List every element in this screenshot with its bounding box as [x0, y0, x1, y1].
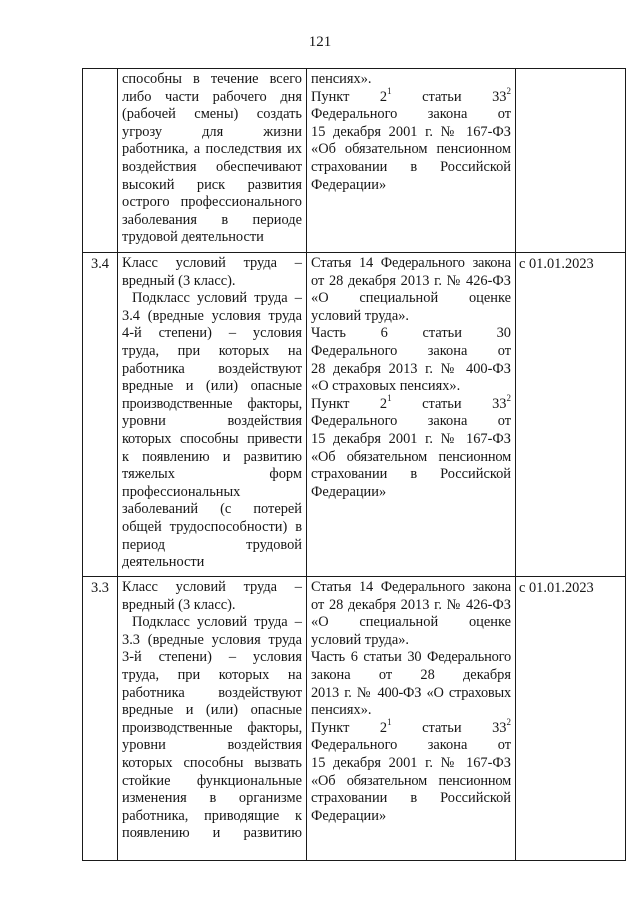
- text-line: вредный (3 класс).: [122, 272, 236, 289]
- text-line: «Об обязательном пенсионном: [311, 448, 511, 465]
- text-line: пенсиях».: [311, 71, 372, 87]
- text-line: труда, при которых на: [122, 342, 302, 359]
- point-line: Пункт $2^1$ статьи $33^2$: [311, 392, 511, 412]
- text-line: Федерального закона от: [311, 737, 511, 754]
- text-line: вредные и (или) опасные: [122, 702, 302, 719]
- text-line: общей трудоспособности) в: [122, 518, 302, 535]
- text-line: страховании в Российской: [311, 466, 511, 483]
- text-line: работника, приводящие к: [122, 807, 302, 824]
- text-line: работника воздействуют: [122, 684, 302, 701]
- text-line: 3.3 (вредные условия труда: [122, 631, 302, 648]
- description-cell: [118, 253, 307, 577]
- text-line: острого профессионального: [122, 194, 302, 211]
- text-line: заболеваний (с потерей: [122, 501, 302, 518]
- text-line: способны в течение всего: [122, 71, 302, 87]
- text-line: Федерального закона от: [311, 413, 511, 430]
- description-cell: [118, 577, 307, 861]
- text-line: деятельности: [122, 554, 205, 571]
- regulation-table: [82, 68, 626, 861]
- text-line: производственные факторы,: [122, 395, 302, 412]
- effective-date: с 01.01.2023: [519, 580, 594, 596]
- text-line: Федерального закона от: [311, 342, 511, 359]
- text-line: 2013 г. № 400-ФЗ «О страховых: [311, 684, 511, 701]
- text-line: 15 декабря 2001 г. № 167-ФЗ: [311, 754, 511, 771]
- text-line: период трудовой: [122, 536, 302, 553]
- text-line: страховании в Российской: [311, 790, 511, 807]
- text-line: высокий риск развития: [122, 176, 302, 193]
- text-line: от 28 декабря 2013 г. № 426-ФЗ: [311, 596, 511, 613]
- row-number-cell: 3.3: [83, 577, 118, 861]
- text-line: «О специальной оценке: [311, 614, 511, 631]
- text-line: Статья 14 Федерального закона: [311, 579, 511, 595]
- legal-basis-cell: [307, 577, 516, 861]
- text-line: «Об обязательном пенсионном: [311, 772, 511, 789]
- text-line: уровни воздействия: [122, 737, 302, 754]
- page-number: 121: [308, 34, 332, 50]
- text-line: 3.4 (вредные условия труда: [122, 307, 302, 324]
- text-line: Федерации»: [311, 483, 387, 500]
- text-line: Часть 6 статьи 30 Федерального: [311, 649, 511, 666]
- text-line: условий труда».: [311, 631, 410, 648]
- text-line: изменения в организме: [122, 790, 302, 807]
- date-cell: [516, 69, 626, 253]
- text-line: Федерации»: [311, 176, 387, 193]
- text-line: вредные и (или) опасные: [122, 378, 302, 395]
- text-line: «О специальной оценке: [311, 290, 511, 307]
- legal-basis-cell: [307, 253, 516, 577]
- text-line: пенсиях».: [311, 702, 372, 719]
- text-line: «Об обязательном пенсионном: [311, 141, 511, 158]
- text-line: работника, а последствия их: [122, 141, 302, 158]
- text-line: Класс условий труда –: [122, 579, 302, 595]
- text-line: профессиональных: [122, 483, 241, 500]
- text-line: Часть 6 статьи 30: [311, 325, 511, 342]
- date-cell: [516, 577, 626, 861]
- text-line: от 28 декабря 2013 г. № 426-ФЗ: [311, 272, 511, 289]
- text-line: стойкие функциональные: [122, 772, 302, 789]
- text-line: либо части рабочего дня: [122, 88, 302, 105]
- text-line: Подкласс условий труда –: [132, 614, 302, 631]
- text-line: производственные факторы,: [122, 719, 302, 736]
- row-number-cell: [83, 69, 118, 253]
- text-line: «О страховых пенсиях».: [311, 378, 461, 395]
- text-line: которых способны привести: [122, 430, 302, 447]
- description-cell: [118, 69, 307, 253]
- text-line: условий труда».: [311, 307, 410, 324]
- text-line: работника воздействуют: [122, 360, 302, 377]
- date-cell: [516, 253, 626, 577]
- text-line: тяжелых форм: [122, 466, 302, 483]
- text-line: труда, при которых на: [122, 666, 302, 683]
- text-line: 3-й степени) – условия: [122, 649, 302, 666]
- table-row: [83, 577, 626, 861]
- text-line: (рабочей смены) создать: [122, 106, 302, 123]
- row-number-cell: 3.4: [83, 253, 118, 577]
- text-line: вредный (3 класс).: [122, 596, 236, 613]
- text-line: 28 декабря 2013 г. № 400-ФЗ: [311, 360, 511, 377]
- effective-date: с 01.01.2023: [519, 256, 594, 272]
- text-line: уровни воздействия: [122, 413, 302, 430]
- text-line: Федерации»: [311, 807, 387, 824]
- text-line: 15 декабря 2001 г. № 167-ФЗ: [311, 123, 511, 140]
- text-line: угрозу для жизни: [122, 123, 302, 140]
- text-line: заболевания в периоде: [122, 211, 302, 228]
- text-line: страховании в Российской: [311, 158, 511, 175]
- text-line: к появлению и развитию: [122, 448, 302, 465]
- point-line: Пункт $2^1$ статьи $33^2$: [311, 85, 511, 105]
- text-line: 15 декабря 2001 г. № 167-ФЗ: [311, 430, 511, 447]
- table-row: [83, 253, 626, 577]
- text-line: закона от 28 декабря: [311, 666, 511, 683]
- text-line: Федерального закона от: [311, 106, 511, 123]
- text-line: 4-й степени) – условия: [122, 325, 302, 342]
- text-line: трудовой деятельности: [122, 229, 264, 246]
- text-line: появлению и развитию: [122, 825, 302, 842]
- text-line: воздействия обеспечивают: [122, 158, 302, 175]
- text-line: Статья 14 Федерального закона: [311, 255, 511, 271]
- point-line: Пункт $2^1$ статьи $33^2$: [311, 716, 511, 736]
- text-line: Класс условий труда –: [122, 255, 302, 271]
- text-line: Подкласс условий труда –: [132, 290, 302, 307]
- text-line: которых способны вызвать: [122, 754, 302, 771]
- legal-basis-cell: [307, 69, 516, 253]
- table-row: [83, 69, 626, 253]
